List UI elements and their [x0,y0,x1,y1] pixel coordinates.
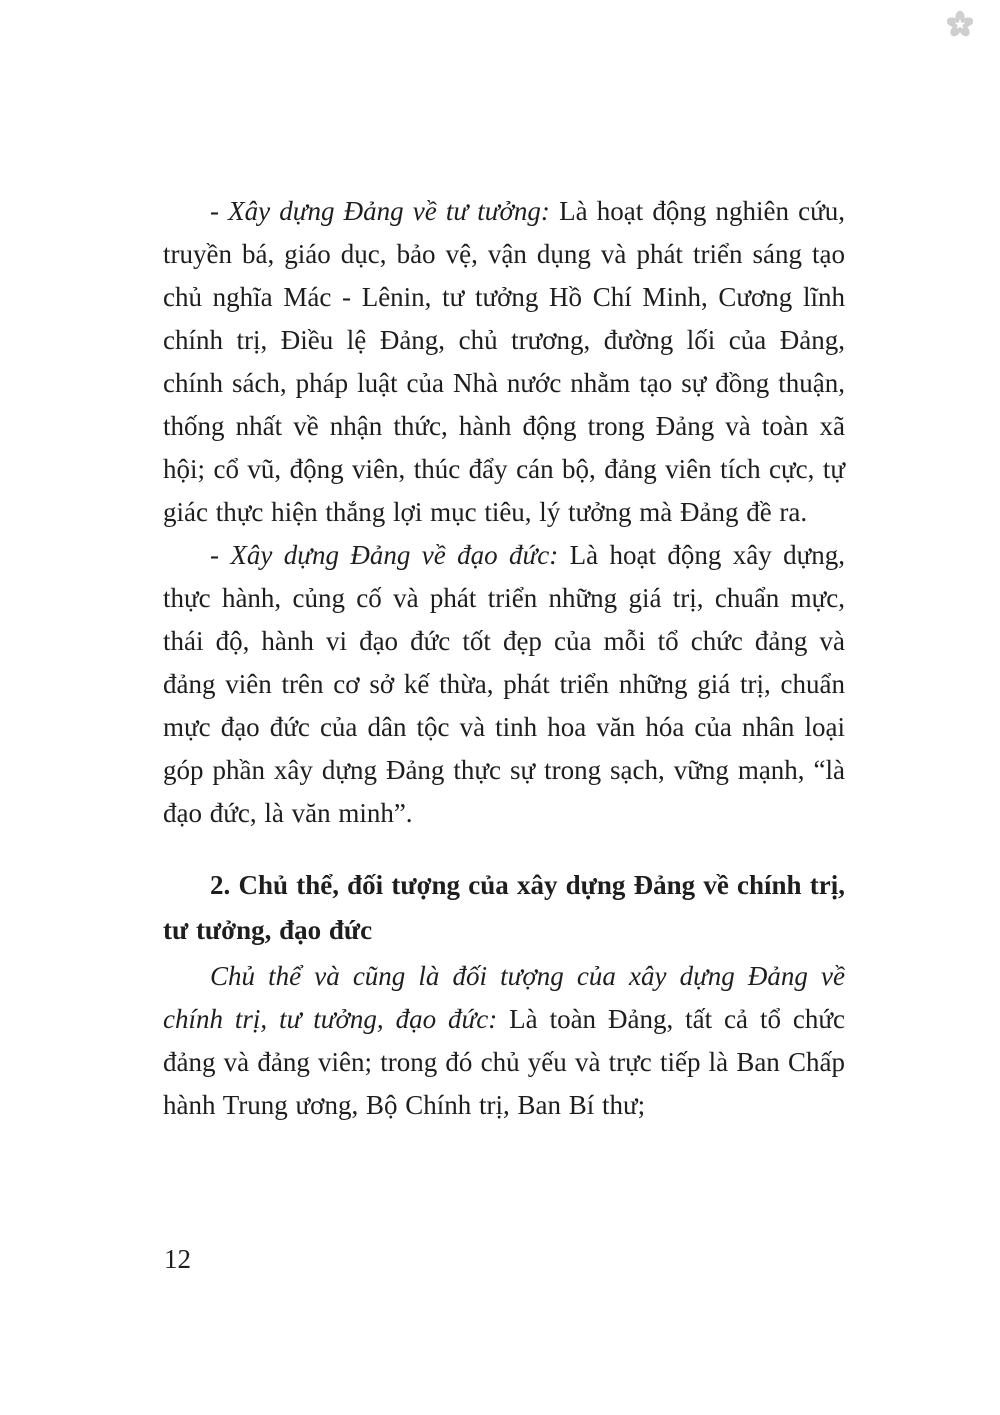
paragraph-tu-tuong-body: Là hoạt động nghiên cứu, truyền bá, giáo dục, bảo vệ, vận dụng và phát triển sáng tạo chủ nghĩa Mác - Lênin, tư tưởng Hồ Chí Minh, Cương lĩnh chính trị, Điều lệ Đảng, chủ trương, đường lối của Đảng, chính sách, pháp luật của Nhà nước nhằm tạo sự đồng thuận, thống nhất về nhận thức, hành động trong Đảng và toàn xã hội; cổ vũ, động viên, thúc đẩy cán bộ, đảng viên tích cực, tự giác thực hiện thắng lợi mục tiêu, lý tưởng mà Đảng đề ra. [163,196,845,527]
paragraph-chu-the-lead-italic: Chủ thể và cũng là đối tượng của xây dựng Đảng về chính trị, tư tưởng, đạo đức: [163,961,845,1034]
paragraph-chu-the [163,955,845,1127]
section-heading: 2. Chủ thể, đối tượng của xây dựng Đảng về chính trị, tư tưởng, đạo đức [163,870,845,945]
florette-icon [947,10,973,38]
paragraph-dao-duc-lead-italic: - Xây dựng Đảng về đạo đức: [210,540,559,570]
paragraph-dao-duc [163,534,845,835]
page-number: 12 [164,1244,191,1274]
paragraph-dao-duc-body: Là hoạt động xây dựng, thực hành, củng cố và phát triển những giá trị, chuẩn mực, thái độ, hành vi đạo đức tốt đẹp của mỗi tổ chức đảng và đảng viên trên cơ sở kế thừa, phát triển những giá trị, chuẩn mực đạo đức của dân tộc và tinh hoa văn hóa của nhân loại góp phần xây dựng Đảng thực sự trong sạch, vững mạnh, “là đạo đức, là văn minh”. [163,540,845,828]
paragraph-tu-tuong [163,190,845,534]
page-text-block [163,190,845,1127]
florette-svg [947,10,973,38]
paragraph-chu-the-body: Là toàn Đảng, tất cả tổ chức đảng và đảng viên; trong đó chủ yếu và trực tiếp là Ban Chấp hành Trung ương, Bộ Chính trị, Ban Bí thư; [163,1004,845,1120]
paragraph-tu-tuong-lead-italic: - Xây dựng Đảng về tư tưởng: [210,196,550,226]
